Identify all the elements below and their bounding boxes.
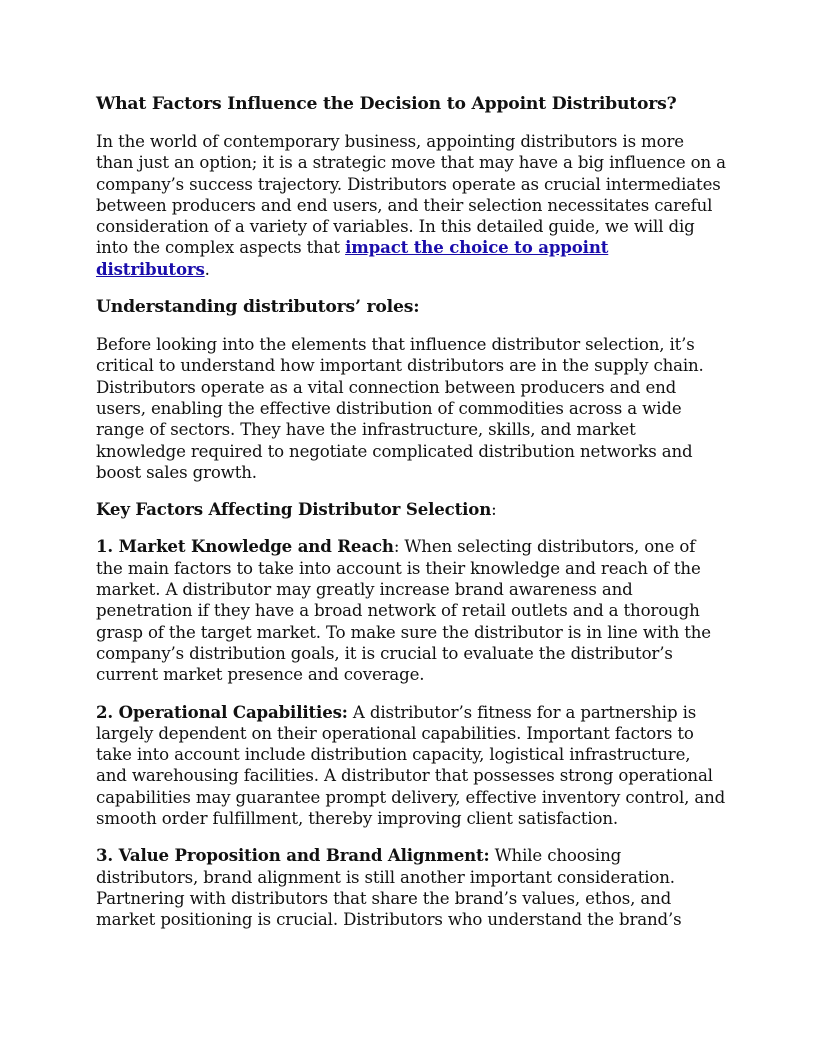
factor-title-1: 1. Market Knowledge and Reach bbox=[96, 536, 394, 557]
key-factors-heading bbox=[96, 499, 726, 520]
intro-text-end: . bbox=[204, 259, 210, 279]
factor-body-1: When selecting distributors, one of the main factors to take into account is their knowledge and reach of the market. A distributor may greatly increase brand awareness and penetration if they have a broad network of retail outlets and a thorough grasp of the target market. To make sure the distributor is in line with the company’s distribution goals, it is crucial to evaluate the distributor’s current market presence and coverage. bbox=[96, 537, 711, 685]
key-factors-heading-text: Key Factors Affecting Distributor Selection bbox=[96, 499, 492, 520]
roles-heading: Understanding distributors’ roles: bbox=[96, 297, 420, 318]
document-page bbox=[96, 93, 726, 947]
factor-paragraph-2 bbox=[96, 702, 726, 830]
factor-paragraph-3 bbox=[96, 845, 726, 930]
factor-sep-1: : bbox=[393, 537, 400, 557]
key-factors-heading-colon: : bbox=[491, 500, 497, 520]
factor-title-3: 3. Value Proposition and Brand Alignment: bbox=[96, 845, 490, 866]
appoint-distributors-link[interactable]: impact the choice to appoint distributors bbox=[96, 237, 609, 279]
factor-title-2: 2. Operational Capabilities: bbox=[96, 701, 348, 722]
intro-paragraph bbox=[96, 131, 726, 280]
roles-paragraph: Before looking into the elements that influence distributor selection, it’s critical to understand how important distributors are in the supply chain. Distributors operate as a vital connection between producers and end users, enabling the effective distribution of commodities across a wide range of sectors. They have the infrastructure, skills, and market knowledge required to negotiate complicated distribution networks and boost sales growth. bbox=[96, 335, 704, 482]
intro-text: In the world of contemporary business, appointing distributors is more than just an option; it is a strategic move that may have a big influence on a company’s success trajectory. Distributors operate as crucial intermediates between producers and end users, and their selection necessitates careful consideration of a variety of variables. In this detailed guide, we will dig into the complex aspects that bbox=[96, 132, 726, 258]
document-title: What Factors Influence the Decision to Appoint Distributors? bbox=[96, 94, 677, 114]
factor-body-3: While choosing distributors, brand alignment is still another important consideration. Partnering with distributors that share the brand’s values, ethos, and market positioning is crucial. Distributors who understand the brand’s bbox=[96, 846, 682, 930]
factor-body-2: A distributor’s fitness for a partnership is largely dependent on their operational capabilities. Important factors to take into account include distribution capacity, logistical infrastructure, and warehousing facilities. A distributor that possesses strong operational capabilities may guarantee prompt delivery, effective inventory control, and smooth order fulfillment, thereby improving client satisfaction. bbox=[96, 702, 726, 829]
factor-paragraph-1 bbox=[96, 536, 726, 685]
